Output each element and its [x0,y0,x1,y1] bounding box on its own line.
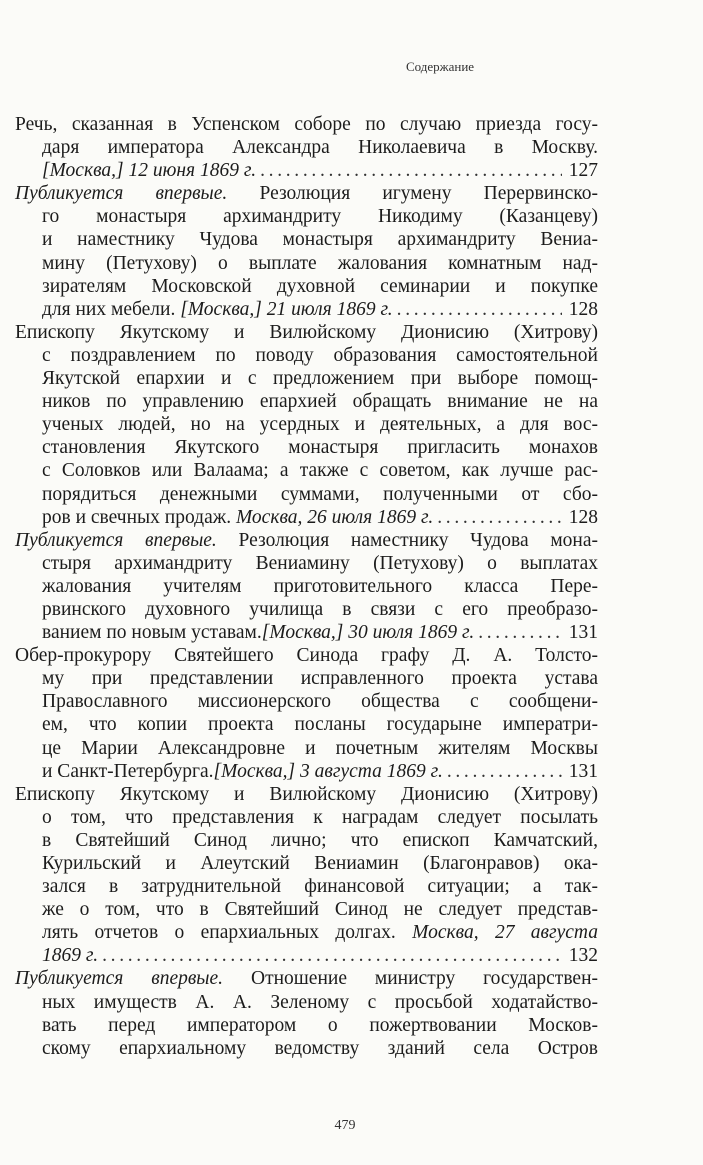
toc-entry-line [15,967,598,990]
text: Епископу Якутскому и Вилюйскому Дионисию (Хитрову) [15,321,598,343]
toc-entry-last-line [42,621,598,644]
entry-page-number: 128 [568,298,598,320]
entry-page-number: 131 [568,622,598,644]
toc-entry-line [42,737,598,760]
dot-leader [447,760,562,783]
italic-text: [Москва,] 21 июля 1869 г. [180,298,393,320]
text: ников по управлению епархией обращать внимание не на [42,391,598,413]
italic-text: Публикуется впервые. [15,183,228,205]
toc-entry-line [42,667,598,690]
italic-text: [Москва,] 12 июня 1869 г. [42,160,257,182]
toc-entry-line [15,113,598,136]
dot-leader [437,506,562,529]
toc-entry-line [42,275,598,298]
text: Речь, сказанная в Успенском соборе по случаю приезда госу- [15,114,598,135]
text: порядиться денежными суммами, полученными от сбо- [42,483,598,505]
toc-entry-line [42,690,598,713]
toc-entry-line [15,783,598,806]
toc-entry-line [42,829,598,852]
toc-entry-line [15,529,598,552]
entry-text [42,944,98,967]
toc-entry-line [42,390,598,413]
text: зирателям Московской духовной семинарии и покупке [42,275,598,297]
toc-entry-line [42,228,598,251]
entry-text [42,159,256,182]
toc-entry-line [42,252,598,275]
text: скому епархиальному ведомству зданий села Остров [42,1037,598,1059]
text: ров и свечных продаж. [42,506,236,528]
toc-entry [15,321,598,529]
entry-text [42,760,443,783]
text: Православного миссионерского общества с сообщени- [42,691,598,713]
text: становления Якутского монастыря пригласить монахов [42,437,598,459]
entry-page-number: 127 [568,160,598,182]
text: ем, что копии проекта посланы государыне императри- [42,714,598,736]
toc-entry-line [42,991,598,1014]
text: в Святейший Синод лично; что епископ Камчатский, [42,829,598,851]
text: Якутской епархии и с предложением при выборе помощ- [42,368,598,390]
toc-entry-line [42,1037,598,1060]
entry-text [42,621,474,644]
toc-entry-line [42,367,598,390]
toc-entry-line [15,182,598,205]
text: о том, что представления к наградам следует посылать [42,806,598,828]
toc-entry-line [42,921,598,944]
entry-page-number: 132 [568,945,598,967]
dot-leader [102,944,562,967]
text: лять отчетов о епархиальных долгах. [42,922,413,944]
toc-entry [15,783,598,968]
toc-entry [15,529,598,644]
italic-text: Публикуется впервые. [15,529,217,551]
table-of-contents [15,113,598,1060]
entry-page-number: 131 [568,760,598,782]
toc-entry-line [42,598,598,621]
toc-entry-last-line [42,760,598,783]
toc-entry-last-line [42,506,598,529]
text: стыря архимандриту Вениамину (Петухову) о выплатах [42,552,598,574]
toc-entry-line [42,898,598,921]
dot-leader [478,621,562,644]
toc-entry-last-line [42,159,598,182]
text: му при представлении исправленного проекта устава [42,668,598,690]
italic-text: [Москва,] 3 августа 1869 г. [213,760,443,782]
text: для них мебели. [42,298,181,320]
text: и наместнику Чудова монастыря архимандриту Вениа- [42,229,598,251]
text: ванием по новым уставам. [42,622,262,644]
toc-entry-line [42,1014,598,1037]
entry-text [42,298,393,321]
italic-text: 1869 г. [42,945,99,967]
toc-entry-line [42,436,598,459]
toc-entry-line [42,205,598,228]
text: ных имуществ А. А. Зеленому с просьбой ходатайство- [42,991,598,1013]
text: даря императора Александра Николаевича в Москву. [42,137,598,159]
text: Резолюция игумену Перервинско- [227,183,598,205]
text: и Санкт-Петербурга. [42,760,214,782]
text: го монастыря архимандриту Никодиму (Казанцеву) [42,206,598,228]
toc-entry-line [42,344,598,367]
toc-entry [15,182,598,321]
text: вать перед императором о пожертвовании Москов- [42,1014,598,1036]
text: Курильский и Алеутский Вениамин (Благонравов) ока- [42,853,598,874]
text: це Марии Александровне и почетным жителям Москвы [42,737,598,759]
toc-entry-last-line [42,944,598,967]
entry-page-number: 128 [568,506,598,528]
toc-entry-line [42,806,598,829]
toc-entry-line [42,713,598,736]
toc-entry-line [15,644,598,667]
text: ученых людей, но на усердных и деятельных, а для вос- [42,414,598,436]
running-head: Содержание [405,59,475,74]
text: Обер-прокурору Святейшего Синода графу Д. А. Толсто- [15,645,598,667]
italic-text: Публикуется впервые. [15,968,224,990]
dot-leader [397,298,562,321]
toc-entry-line [42,552,598,575]
toc-entry [15,644,598,783]
italic-text: Москва, 26 июля 1869 г. [235,506,434,528]
toc-entry-line [42,459,598,482]
text: мину (Петухову) о выплате жалования комнатным над- [42,252,598,274]
text: зался в затруднительной финансовой ситуации; а так- [42,876,598,898]
toc-entry-last-line [42,298,598,321]
dot-leader [260,159,562,182]
italic-text: Москва, 27 августа [412,922,599,944]
text: Отношение министру государствен- [223,968,598,990]
toc-entry-line [42,852,598,875]
toc-entry [15,967,598,1059]
toc-entry-line [42,575,598,598]
text: жалования учителям приготовительного класса Пере- [42,575,598,597]
italic-text: [Москва,] 30 июля 1869 г. [261,622,475,644]
toc-entry-line [15,321,598,344]
toc-entry-line [42,875,598,898]
text: Епископу Якутскому и Вилюйскому Дионисию (Хитрову) [15,783,598,805]
toc-entry [15,113,598,182]
entry-text [42,506,433,529]
toc-entry-line [42,413,598,436]
text: Резолюция наместнику Чудова мона- [216,529,599,551]
text: же о том, что в Святейший Синод не следует представ- [42,899,598,921]
page-number: 479 [334,1118,356,1133]
text: с поздравлением по поводу образования самостоятельной [42,344,598,366]
text: рвинского духовного училища в связи с его преобразо- [42,598,598,620]
toc-entry-line [42,483,598,506]
toc-entry-line [42,136,598,159]
text: с Соловков или Валаама; а также с советом, как лучше рас- [42,460,598,482]
